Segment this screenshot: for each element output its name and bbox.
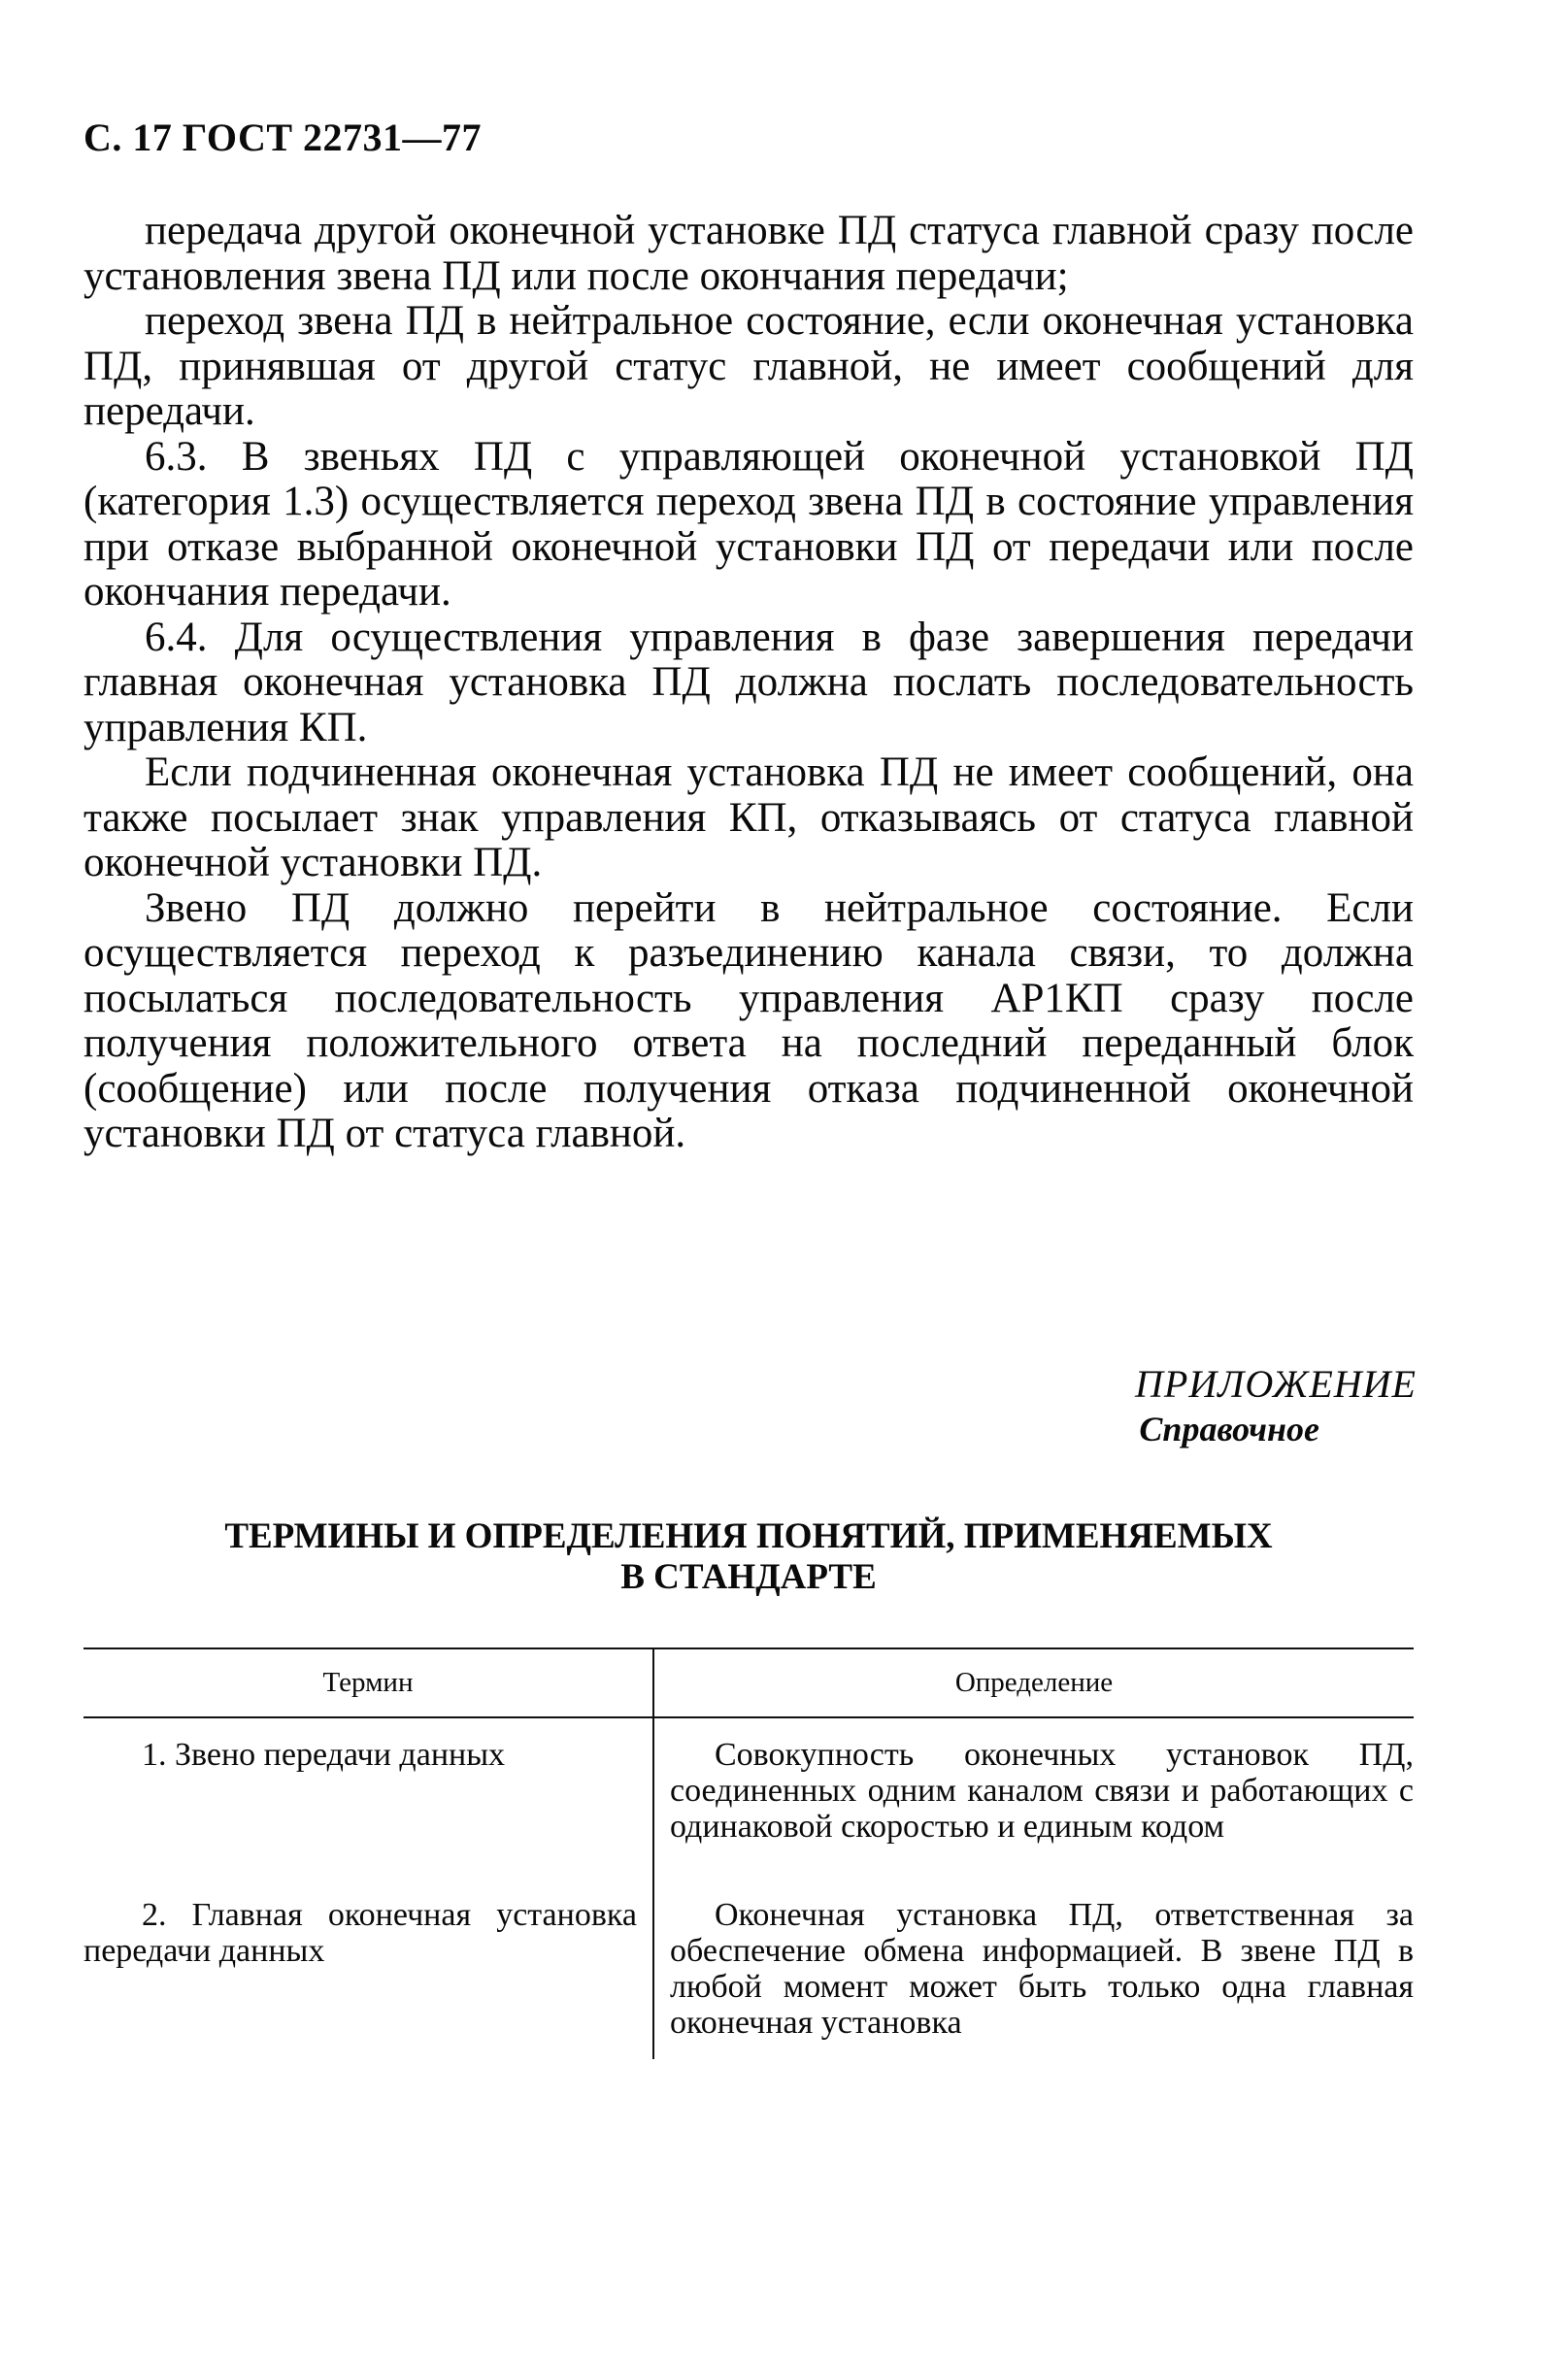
appendix-subtitle: Справочное (1139, 1410, 1319, 1448)
section-title-line: В СТАНДАРТЕ (620, 1557, 877, 1597)
section-title (83, 1516, 1414, 1598)
appendix-label (1135, 1362, 1417, 1451)
section-title-line: ТЕРМИНЫ И ОПРЕДЕЛЕНИЯ ПОНЯТИЙ, ПРИМЕНЯЕМЫХ (224, 1516, 1273, 1556)
table-cell-definition: Оконечная установка ПД, ответственная за обеспечение обмена информацией. В звене ПД в любой момент может быть только одна главная оконечная установка (670, 1897, 1414, 2041)
table-cell-term: 2. Главная оконечная установка передачи данных (83, 1897, 637, 1969)
paragraph: переход звена ПД в нейтральное состояние, если оконечная установка ПД, принявшая от другой статус главной, не имеет сообщений для передачи. (83, 298, 1414, 434)
paragraph: 6.3. В звеньях ПД с управляющей оконечной установкой ПД (категория 1.3) осуществляется переход звена ПД в состояние управления при отказе выбранной оконечной установки ПД от передачи или после окончания передачи. (83, 433, 1414, 615)
paragraph: Звено ПД должно перейти в нейтральное состояние. Если осуществляется переход к разъединению канала связи, то должна посылаться последовательность управления АР1КП сразу после получения положительного ответа на последний переданный блок (сообщение) или после получения отказа подчиненной оконечной установки ПД от статуса главной. (83, 884, 1414, 1156)
table-header-term: Термин (322, 1667, 414, 1698)
table-header-rule (83, 1716, 1414, 1718)
appendix-title: ПРИЛОЖЕНИЕ (1135, 1362, 1417, 1406)
table-header-definition: Определение (954, 1667, 1114, 1698)
paragraph: Если подчиненная оконечная установка ПД не имеет сообщений, она также посылает знак управления КП, отказываясь от статуса главной оконечной установки ПД. (83, 749, 1414, 885)
paragraph: передача другой оконечной установке ПД статуса главной сразу после установления звена ПД или после окончания передачи; (83, 208, 1414, 299)
table-cell-definition: Совокупность оконечных установок ПД, соединенных одним каналом связи и работающих с одинаковой скоростью и единым кодом (670, 1737, 1414, 1845)
page-header: С. 17 ГОСТ 22731—77 (83, 116, 483, 159)
table-top-rule (83, 1647, 1414, 1649)
table-cell-term: 1. Звено передачи данных (142, 1737, 506, 1773)
table-column-divider (652, 1647, 654, 2059)
body-text (83, 209, 1414, 1157)
paragraph: 6.4. Для осуществления управления в фазе завершения передачи главная оконечная установка ПД должна послать последовательность управления КП. (83, 614, 1414, 750)
